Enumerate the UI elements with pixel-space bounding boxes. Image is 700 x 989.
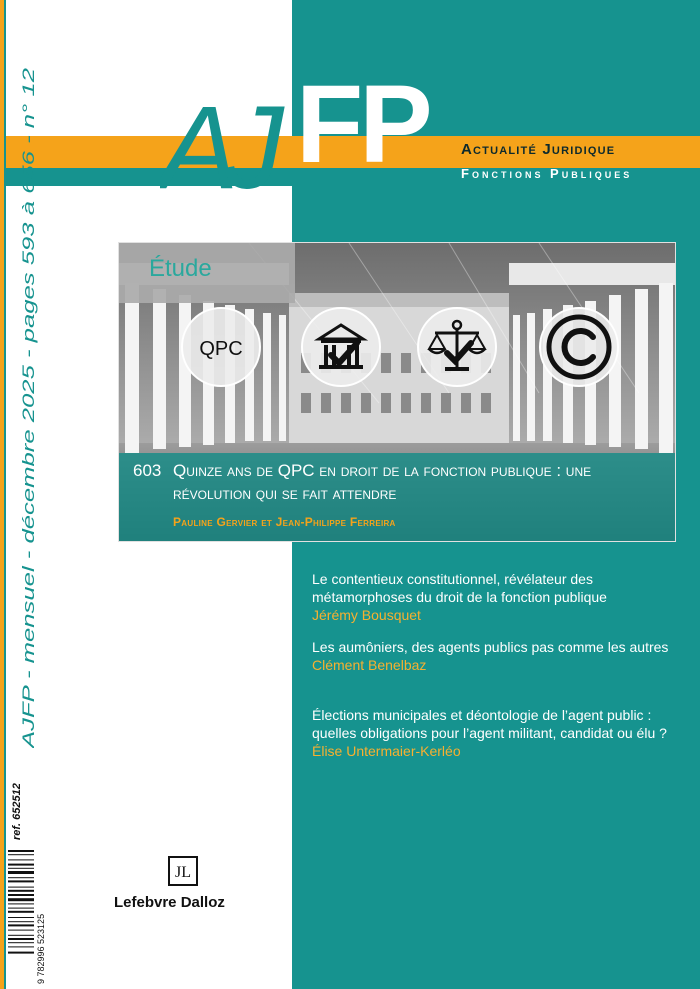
- logo-fp-text: FP: [296, 64, 429, 174]
- toc-author: Élise Untermaier-Kerléo: [312, 743, 461, 759]
- reference-number: [6, 740, 26, 850]
- barcode-bars: [8, 850, 34, 954]
- barcode-bar: [8, 903, 34, 904]
- toc-entry: [312, 570, 684, 624]
- barcode: [6, 848, 46, 986]
- barcode-bar: [8, 854, 34, 855]
- feature-overlay: [119, 453, 675, 541]
- logo-fp: [296, 64, 456, 174]
- toc-page-number: 618: [240, 702, 269, 721]
- reference-number-label: ref. 652512: [11, 783, 23, 840]
- barcode-bar: [8, 877, 34, 878]
- scales-check-icon: [415, 305, 499, 389]
- logo-aj: [160, 60, 300, 210]
- barcode-bar: [8, 880, 34, 882]
- barcode-bar: [8, 890, 34, 892]
- barcode-bar: [8, 868, 34, 869]
- feature-authors: Pauline Gervier et Jean-Philippe Ferreira: [173, 515, 396, 529]
- toc-title: Élections municipales et déontologie de l’agent public : quelles obligations pour l’agent militant, candidat ou élu ?: [312, 707, 667, 741]
- toc-page-number: 609: [240, 636, 269, 655]
- toc-entry: [312, 638, 684, 674]
- publisher-name: Lefebvre Dalloz: [114, 894, 225, 911]
- barcode-bar: [8, 942, 34, 943]
- toc-title: Les aumôniers, des agents publics pas comme les autres: [312, 639, 669, 655]
- toc-entry: [312, 706, 684, 760]
- section-label: Étude: [149, 255, 212, 282]
- barcode-bar: [8, 921, 34, 922]
- barcode-bar: [8, 894, 34, 896]
- barcode-bar: [8, 864, 34, 866]
- tagline-line2: Fonctions Publiques: [461, 166, 633, 181]
- barcode-bar: [8, 935, 34, 936]
- spine-text-label: AJFP - mensuel - décembre 2025 - pages 593 à 656 - n° 12: [19, 297, 38, 748]
- toc-title: Le contentieux constitutionnel, révélateur des métamorphoses du droit de la fonction publique: [312, 571, 607, 605]
- barcode-bar: [8, 908, 34, 909]
- tagline-line1: Actualité Juridique: [461, 141, 616, 158]
- qpc-icon-label: QPC: [199, 338, 243, 360]
- barcode-bar: [8, 898, 34, 901]
- barcode-bar: [8, 924, 34, 926]
- logo-aj-text: AJ: [160, 82, 270, 210]
- feature-photo: [118, 242, 676, 542]
- publisher-logo-icon: [168, 856, 198, 886]
- feature-title: Quinze ans de QPC en droit de la fonction publique : une révolution qui se fait attendre: [173, 461, 592, 503]
- toc-author: Clément Benelbaz: [312, 657, 427, 673]
- barcode-bar: [8, 871, 34, 874]
- publisher-logo-mark: JL: [175, 864, 191, 881]
- barcode-bar: [8, 887, 34, 888]
- barcode-digits: 9 782996 523125: [36, 913, 46, 984]
- feature-page-number: 603: [133, 461, 162, 480]
- barcode-bar: [8, 917, 34, 918]
- courthouse-check-icon: [299, 305, 383, 389]
- toc-author: Jérémy Bousquet: [312, 607, 421, 623]
- barcode-bar: [8, 859, 34, 860]
- qpc-icon: [179, 305, 263, 389]
- barcode-bar: [8, 946, 34, 947]
- spine-text: [4, 48, 44, 748]
- barcode-bar: [8, 850, 34, 852]
- toc-page-number: 599: [240, 568, 269, 587]
- barcode-bar: [8, 952, 34, 954]
- section-label-box: [119, 243, 295, 303]
- barcode-bar: [8, 938, 34, 940]
- copyright-icon: [537, 305, 621, 389]
- barcode-bar: [8, 911, 34, 913]
- barcode-bar: [8, 930, 34, 931]
